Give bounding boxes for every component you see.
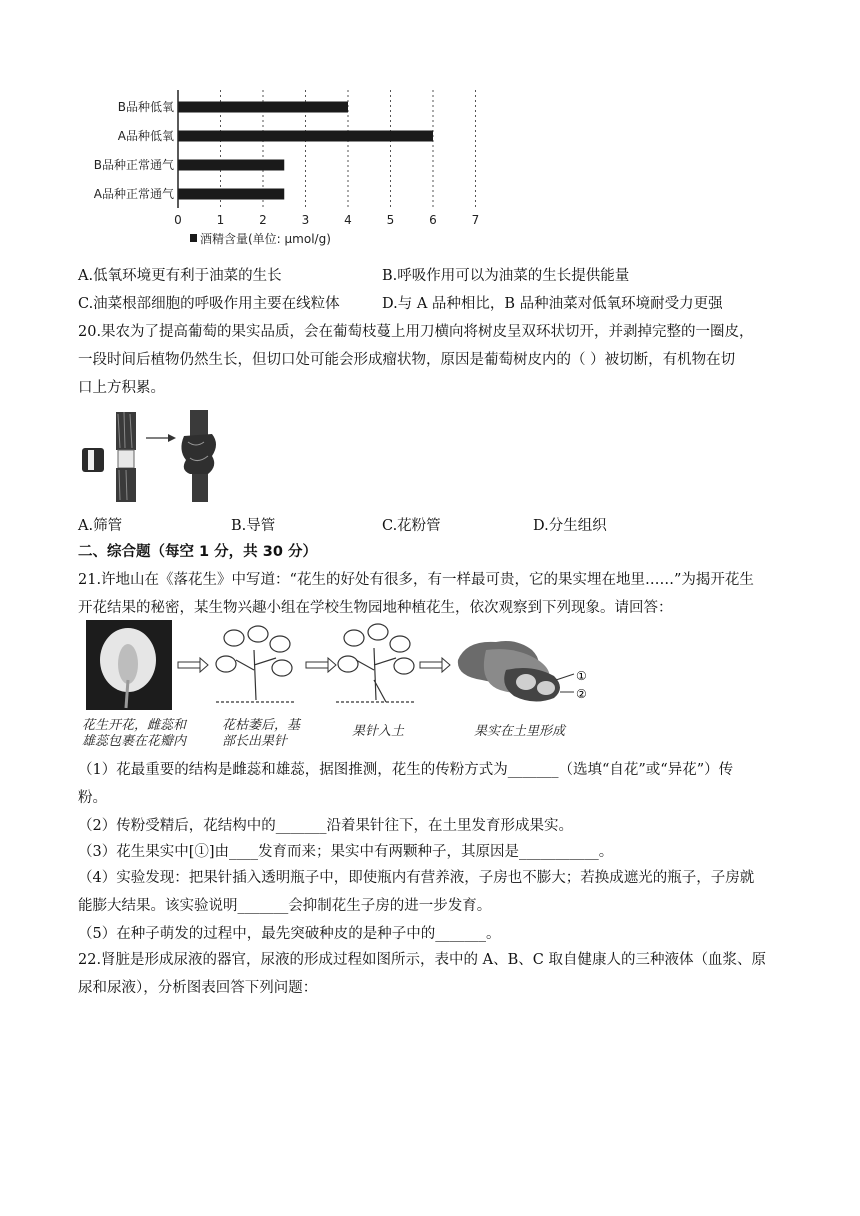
q22-stem-line2: 尿和尿液），分析图表回答下列问题： bbox=[78, 980, 318, 996]
peanut-plant-peg-sketch bbox=[216, 626, 296, 702]
grape-branch-girdling-figure bbox=[80, 408, 230, 503]
peanut-growth-figure bbox=[86, 620, 606, 712]
x-tick-label: 2 bbox=[259, 213, 267, 227]
caption-flower-line2: 雄蕊包裹在花瓣内 bbox=[82, 734, 187, 749]
chart-category-labels bbox=[94, 100, 174, 201]
girdled-branch-image bbox=[116, 412, 136, 502]
legend-swatch bbox=[190, 234, 197, 242]
peanut-plant-peg-in-soil-sketch bbox=[336, 624, 416, 702]
q21-sub1-line2: 粉。 bbox=[78, 790, 107, 806]
arrow-icon bbox=[306, 658, 336, 672]
x-tick-label: 0 bbox=[174, 213, 182, 227]
caption-peg-into-soil: 果针入土 bbox=[352, 724, 405, 739]
q21-stem-line2: 开花结果的秘密，某生物兴趣小组在学校生物园地种植花生，依次观察到下列现象。请回答： bbox=[78, 600, 673, 616]
x-tick-label: 6 bbox=[429, 213, 437, 227]
removed-bark-ring-image bbox=[82, 448, 104, 472]
q21-sub4-line2: 能膨大结果。该实验说明_______会抑制花生子房的进一步发育。 bbox=[78, 898, 492, 914]
bar-3 bbox=[178, 189, 284, 200]
q20-option-a: A.筛管 bbox=[78, 518, 123, 534]
x-tick-label: 1 bbox=[216, 213, 225, 227]
q21-sub1-line1: （1）花最重要的结构是雌蕊和雄蕊，据图推测，花生的传粉方式为_______（选填“自花”或“异花”）传 bbox=[78, 762, 734, 778]
category-label: A品种正常通气 bbox=[93, 187, 174, 201]
q20-stem-line2: 一段时间后植物仍然生长，但切口处可能会形成瘤状物，原因是葡萄树皮内的（ ）被切断，有机物在切 bbox=[78, 352, 736, 368]
category-label: A品种低氧 bbox=[117, 129, 174, 143]
arrow-icon bbox=[420, 658, 450, 672]
q20-option-c: C.花粉管 bbox=[382, 518, 441, 534]
category-label: B品种正常通气 bbox=[93, 158, 174, 172]
q20-option-b: B.导管 bbox=[231, 518, 276, 534]
caption-peg-line2: 部长出果针 bbox=[222, 734, 288, 749]
bar-1 bbox=[178, 131, 433, 142]
bar-2 bbox=[178, 160, 284, 171]
q22-stem-line1: 22.肾脏是形成尿液的器官，尿液的形成过程如图所示，表中的 A、B、C 取自健康人的三种液体（血浆、原 bbox=[78, 952, 766, 968]
bar-0 bbox=[178, 102, 348, 113]
q19-option-d: D.与 A 品种相比，B 品种油菜对低氧环境耐受力更强 bbox=[382, 296, 723, 312]
q19-option-b: B.呼吸作用可以为油菜的生长提供能量 bbox=[382, 268, 630, 284]
q21-sub4-line1: （4）实验发现：把果针插入透明瓶子中，即使瓶内有营养液，子房也不膨大；若换成遮光的瓶子，子房就 bbox=[78, 870, 755, 886]
q21-stem-line1: 21.许地山在《落花生》中写道：“花生的好处有很多，有一样最可贵，它的果实埋在地里……”为揭开花生 bbox=[78, 572, 754, 588]
q21-sub5: （5）在种子萌发的过程中，最先突破种皮的是种子中的_______。 bbox=[78, 926, 501, 942]
chart-x-tick-labels bbox=[174, 213, 479, 227]
category-label: B品种低氧 bbox=[117, 100, 174, 114]
x-tick-label: 4 bbox=[344, 213, 352, 227]
q19-option-a: A.低氧环境更有利于油菜的生长 bbox=[78, 268, 282, 284]
x-tick-label: 7 bbox=[471, 213, 480, 227]
peanut-fruit-sketch bbox=[458, 641, 574, 702]
caption-fruit-in-soil: 果实在土里形成 bbox=[474, 724, 566, 739]
arrow-icon bbox=[146, 434, 176, 442]
arrow-icon bbox=[178, 658, 208, 672]
q20-option-d: D.分生组织 bbox=[533, 518, 607, 534]
chart-legend-label: 酒精含量(单位: μmol/g) bbox=[200, 232, 331, 246]
q21-sub2: （2）传粉受精后，花结构中的_______沿着果针往下，在土里发育形成果实。 bbox=[78, 818, 573, 834]
marker-1: ① bbox=[576, 669, 587, 683]
section2-title: 二、综合题（每空 1 分，共 30 分） bbox=[78, 544, 317, 560]
peanut-flower-photo bbox=[86, 620, 172, 710]
q20-stem-line1: 20.果农为了提高葡萄的果实品质，会在葡萄枝蔓上用刀横向将树皮呈双环状切开，并剥掉完整的一圈皮， bbox=[78, 324, 754, 340]
caption-peg-line1: 花枯萎后，基 bbox=[222, 718, 301, 733]
x-tick-label: 3 bbox=[301, 213, 310, 227]
caption-flower-line1: 花生开花，雌蕊和 bbox=[82, 718, 187, 733]
q20-stem-line3: 口上方积累。 bbox=[78, 380, 165, 396]
q21-sub3: （3）花生果实中[①]由____发育而来；果实中有两颗种子，其原因是___________。 bbox=[78, 844, 614, 860]
x-tick-label: 5 bbox=[386, 213, 395, 227]
swollen-branch-image bbox=[181, 410, 216, 502]
marker-2: ② bbox=[576, 687, 587, 701]
alcohol-content-bar-chart bbox=[76, 88, 516, 253]
q19-option-c: C.油菜根部细胞的呼吸作用主要在线粒体 bbox=[78, 296, 340, 312]
